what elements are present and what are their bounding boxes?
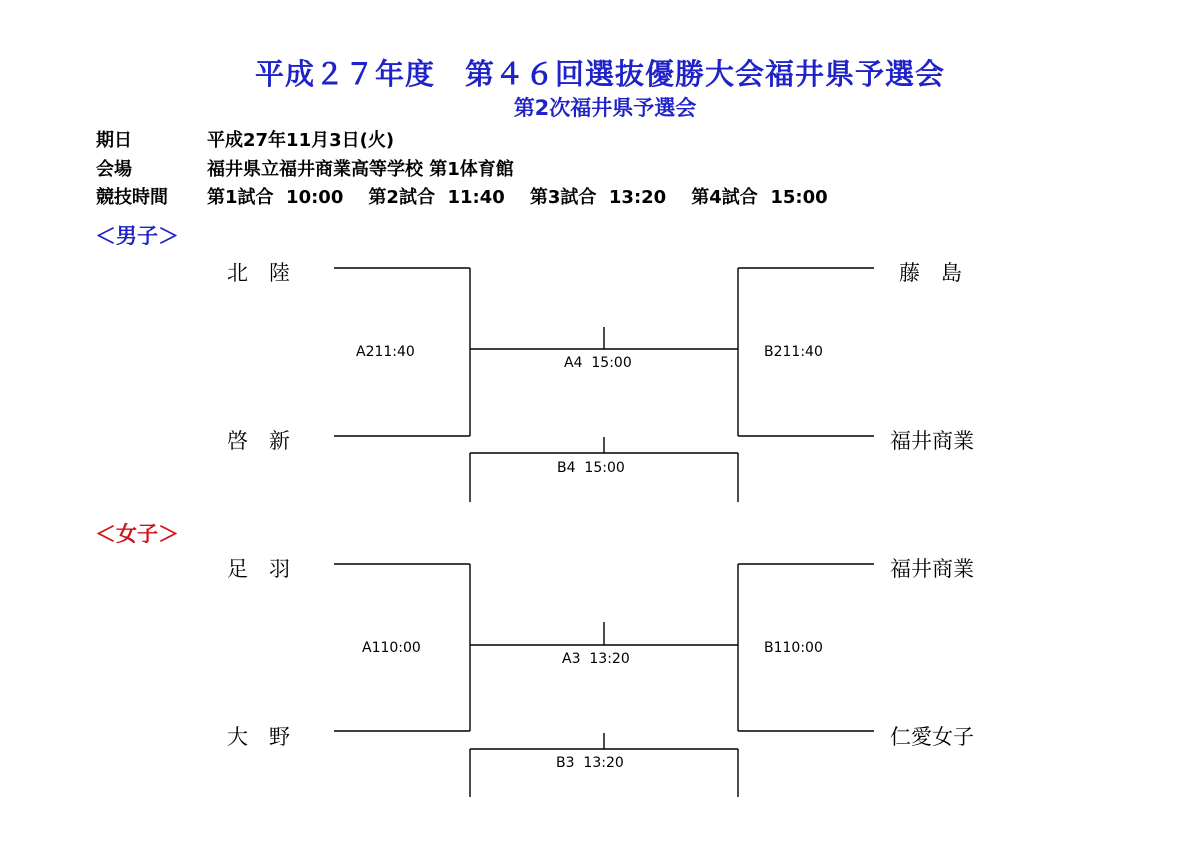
match-girls-right-semi: B110:00: [764, 640, 823, 656]
girls-heading: ＜女子＞: [95, 522, 179, 546]
team-girls-bottom-left: 大 野: [227, 725, 290, 749]
match-boys-third-place: B4 15:00: [557, 460, 625, 476]
info-value: 平成27年11月3日(火): [207, 130, 395, 151]
match-girls-final: A3 13:20: [562, 651, 630, 667]
team-girls-top-left: 足 羽: [227, 557, 290, 581]
team-boys-bottom-right: 福井商業: [890, 429, 974, 453]
info-label: 期日: [96, 130, 132, 151]
match-boys-left-semi: A211:40: [356, 344, 415, 360]
info-value: 福井県立福井商業高等学校 第1体育館: [207, 159, 514, 180]
match-girls-third-place: B3 13:20: [556, 755, 624, 771]
boys-heading: ＜男子＞: [95, 224, 179, 248]
match-boys-final: A4 15:00: [564, 355, 632, 371]
team-boys-top-left: 北 陸: [227, 261, 290, 285]
team-boys-bottom-left: 啓 新: [227, 429, 290, 453]
info-label: 競技時間: [96, 187, 168, 208]
page-title: 平成２７年度 第４６回選抜優勝大会福井県予選会: [254, 57, 945, 91]
team-girls-top-right: 福井商業: [890, 557, 974, 581]
info-label: 会場: [96, 159, 132, 180]
team-boys-top-right: 藤 島: [899, 261, 962, 285]
team-girls-bottom-right: 仁愛女子: [890, 725, 974, 749]
info-value: 第1試合 10:00 第2試合 11:40 第3試合 13:20 第4試合 15:00: [207, 187, 828, 208]
match-boys-right-semi: B211:40: [764, 344, 823, 360]
page-subtitle: 第2次福井県予選会: [513, 96, 697, 120]
match-girls-left-semi: A110:00: [362, 640, 421, 656]
